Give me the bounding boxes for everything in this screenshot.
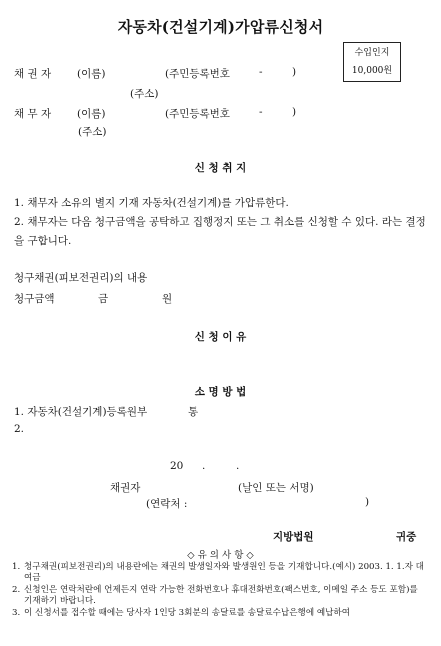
date-dot-1: . [202,460,206,472]
notes-heading: ◇ 유 의 사 항 ◇ [187,550,254,561]
date-dot-2: . [236,460,240,472]
note-number: 3. [12,608,21,618]
claim-amount-unit: 원 [162,293,173,305]
note-number: 2. [12,585,21,595]
purpose-heading: 신 청 취 지 [194,162,247,174]
contact-close: ) [365,496,370,508]
debtor-label: 채 무 자 [14,108,52,120]
note-text: 이 신청서를 접수할 때에는 당사자 1인당 3회분의 송달료를 송달료수납은행에 예납하여 [24,608,351,618]
creditor-id-close: ) [292,66,297,78]
debtor-address: (주소) [78,126,107,138]
reason-heading: 신 청 이 유 [194,331,247,343]
debtor-name: (이름) [77,108,106,120]
note-item [12,585,428,607]
creditor-address: (주소) [130,88,159,100]
court-label: 지방법원 [273,531,314,543]
signature-note: (날인 또는 서명) [238,482,314,494]
purpose-item-1: 1. 채무자 소유의 별지 기재 자동차(건설기계)를 가압류한다. [14,197,289,209]
claim-amount-label: 청구금액 [14,293,55,305]
creditor-id-dash: - [259,66,263,78]
creditor-label: 채 권 자 [14,68,52,80]
note-number: 1. [12,562,21,572]
notes-list [12,562,428,620]
debtor-id-dash: - [259,106,263,118]
claim-amount-prefix: 금 [98,293,109,305]
creditor-id: (주민등록번호 [165,68,230,80]
document-title: 자동차(건설기계)가압류신청서 [117,18,324,36]
note-item [12,608,428,619]
note-text: 청구채권(피보전권리)의 내용란에는 채권의 발생일자와 발생원인 등을 기재합니다.(예시) 2003. 1. 1.자 대여금 [24,562,424,583]
debtor-id-close: ) [292,106,297,118]
note-item [12,562,428,584]
evidence-item-1: 1. 자동차(건설기계)등록원부 [14,406,148,418]
note-text: 신청인은 연락처란에 언제든지 연락 가능한 전화번호나 휴대전화번호(팩스번호, 이메일 주소 등도 포함)를 기재하기 바랍니다. [24,585,418,606]
court-suffix: 귀중 [396,531,417,543]
signer-label: 채권자 [110,482,141,494]
claim-label: 청구채권(피보전권리)의 내용 [14,272,148,284]
purpose-item-2: 2. 채무자는 다음 청구금액을 공탁하고 집행정지 또는 그 취소를 신청할 수 있다. 라는 결정을 구합니다. [14,216,426,247]
evidence-item-1-count: 통 [188,406,199,418]
evidence-item-2: 2. [14,423,25,435]
stamp-label: 수입인지 [354,48,390,58]
revenue-stamp-box [343,42,401,82]
stamp-amount: 10,000원 [351,66,393,76]
contact-label: (연락처 : [146,498,188,510]
date-year: 20 [170,460,184,472]
debtor-id: (주민등록번호 [165,108,230,120]
evidence-heading: 소 명 방 법 [194,386,247,398]
creditor-name: (이름) [77,68,106,80]
